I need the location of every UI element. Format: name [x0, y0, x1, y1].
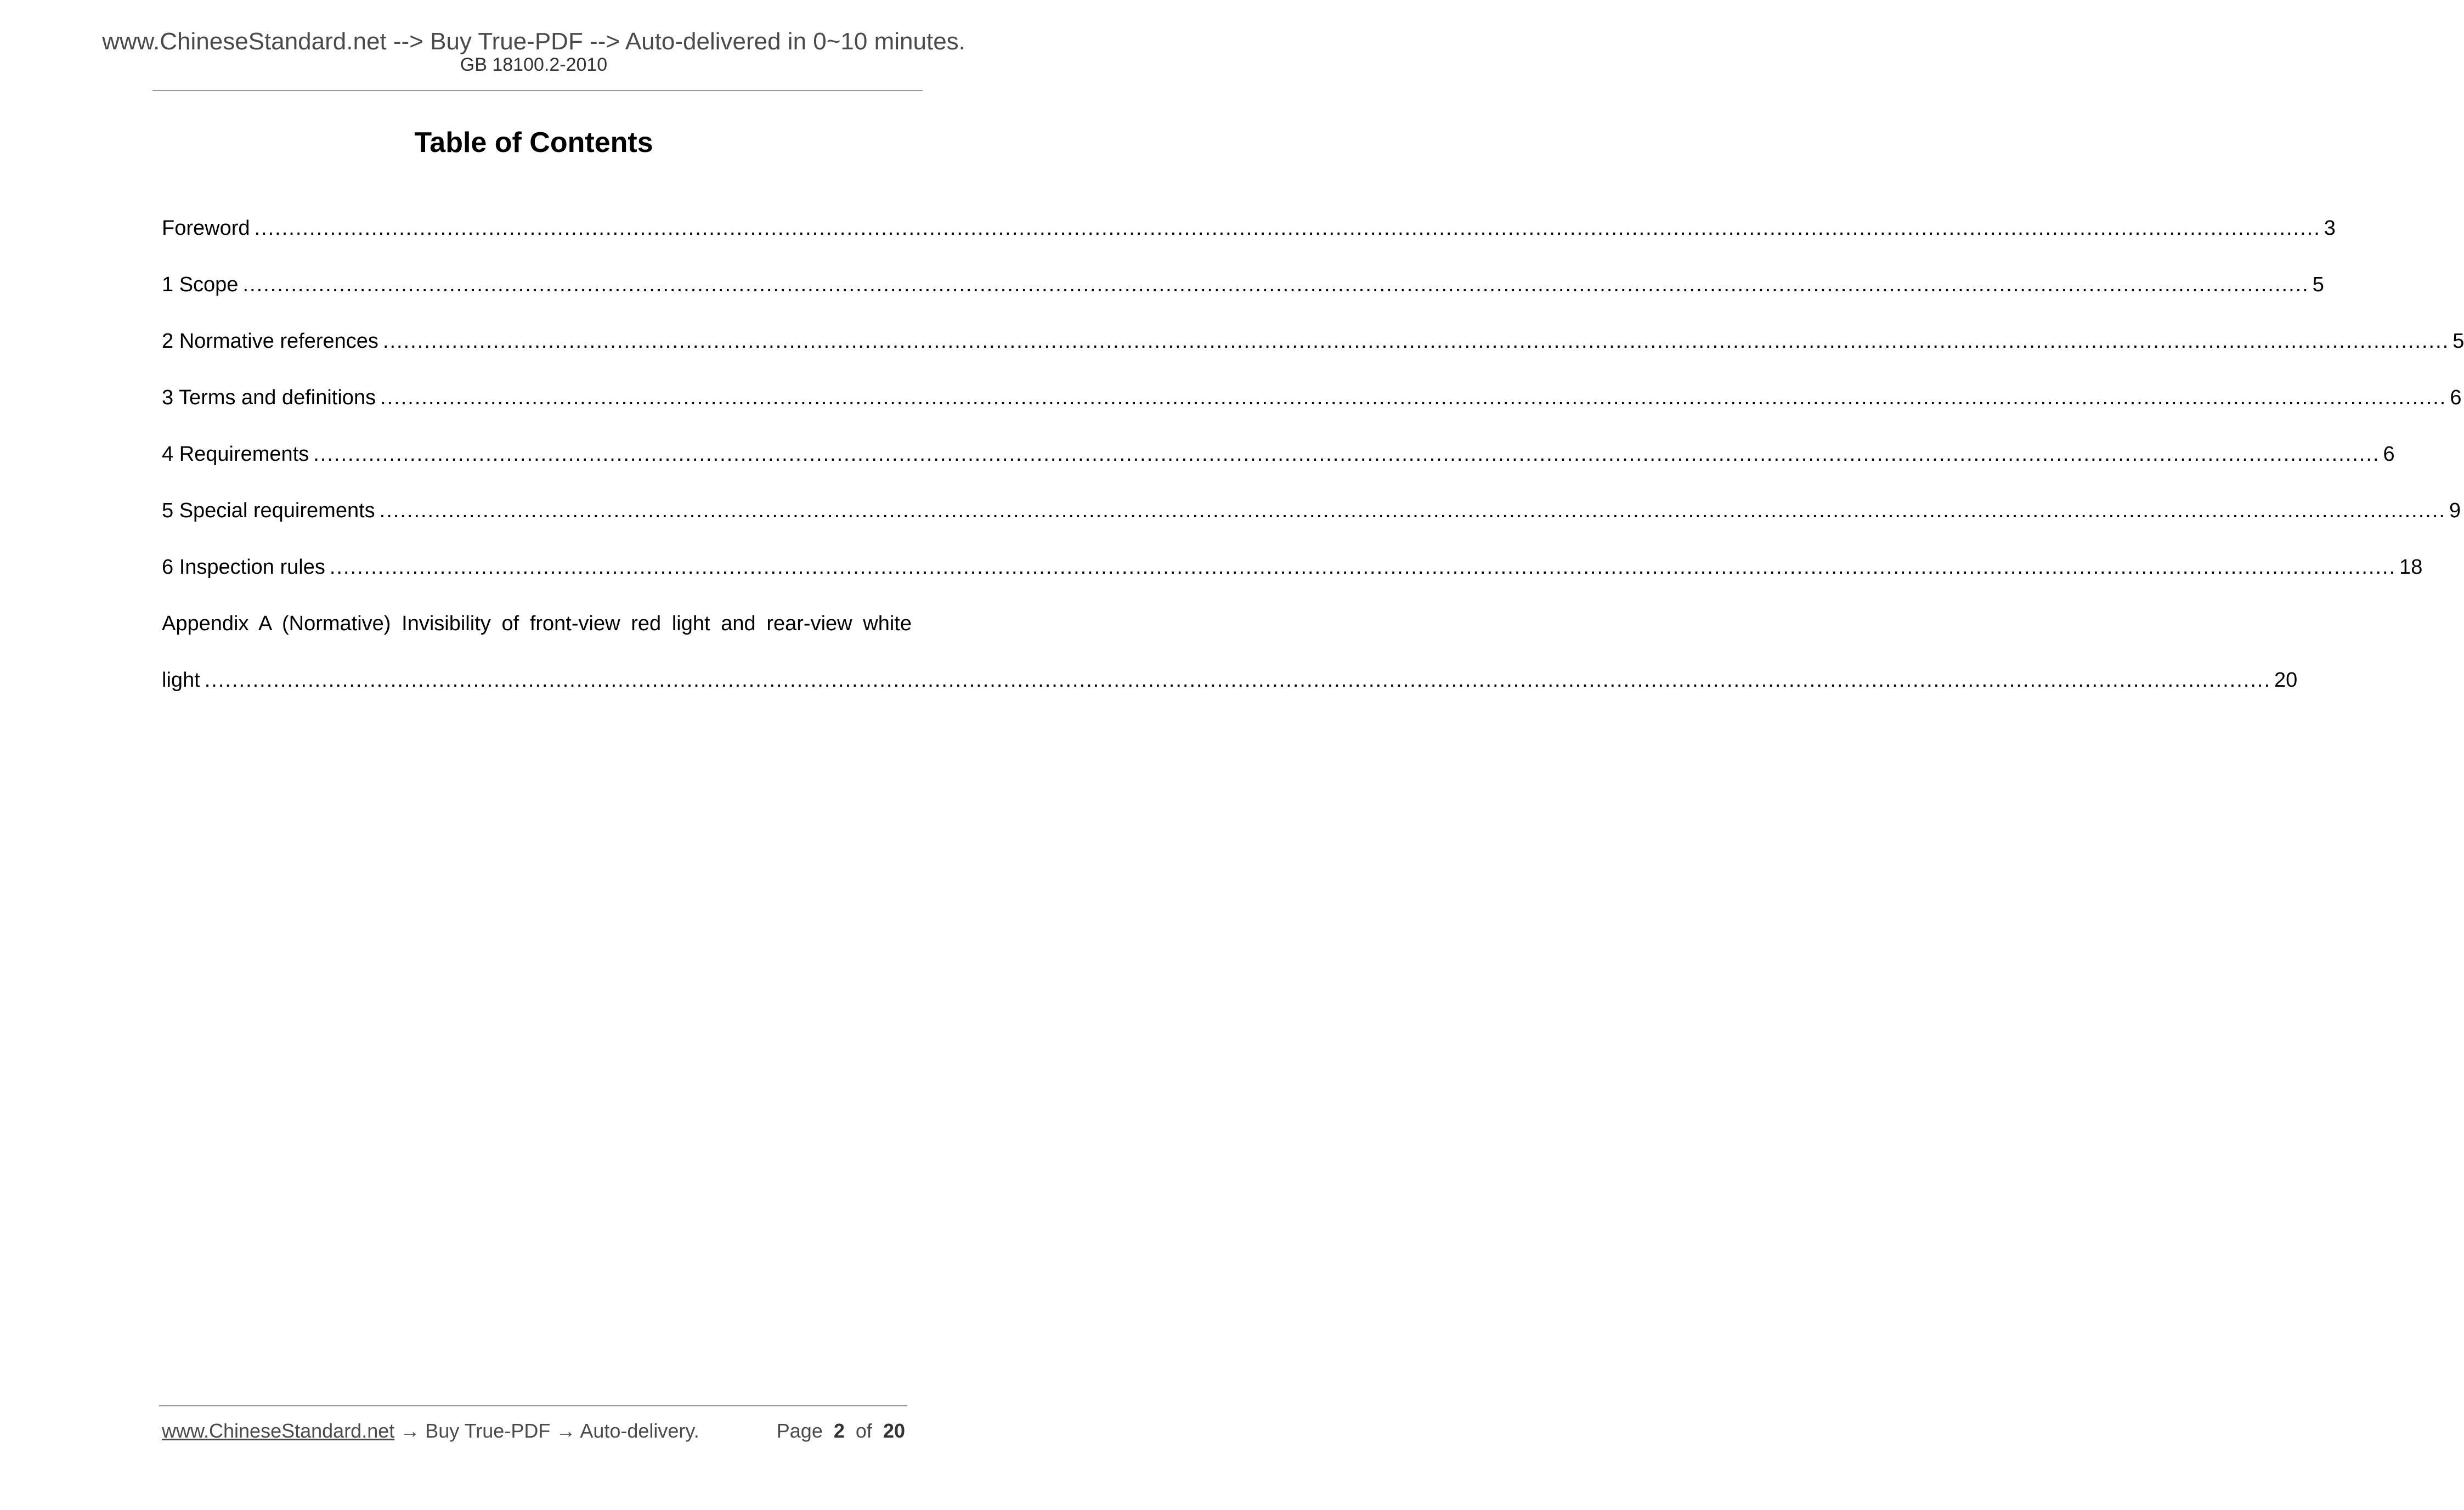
of-word: of: [855, 1419, 872, 1442]
header-banner: www.ChineseStandard.net --> Buy True-PDF --> Auto-delivered in 0~10 minutes.: [102, 28, 965, 55]
toc-entry-page: 6: [2450, 386, 2462, 409]
toc-leader-dots: ............................................................................................................................................................................................................................................................................................................: [242, 273, 2309, 296]
toc-entry-page: 18: [2399, 556, 2423, 579]
toc-entry-special-requirements[interactable]: [162, 493, 2461, 550]
toc-entry-label: 5 Special requirements: [162, 499, 375, 522]
total-pages-number: 20: [883, 1419, 905, 1442]
toc-entry-label: Foreword: [162, 217, 250, 240]
header-divider: [152, 90, 923, 91]
toc-entry-label: 6 Inspection rules: [162, 556, 325, 579]
toc-leader-dots: ............................................................................................................................................................................................................................................................................................................: [382, 330, 2450, 353]
toc-entry-label: 3 Terms and definitions: [162, 386, 376, 409]
toc-entry-page: 5: [2312, 273, 2324, 296]
toc-entry-page: 20: [2274, 669, 2298, 692]
toc-entry-appendix-a[interactable]: [162, 606, 2298, 719]
toc-entry-normative-references[interactable]: [162, 324, 2464, 380]
toc-leader-dots: ............................................................................................................................................................................................................................................................................................................: [204, 669, 2271, 692]
toc-entry-label: 4 Requirements: [162, 443, 309, 466]
toc-entry-inspection-rules[interactable]: [162, 550, 2423, 606]
toc-entry-page: 6: [2383, 443, 2395, 466]
toc-entry-label: light: [162, 669, 200, 692]
toc-leader-dots: ............................................................................................................................................................................................................................................................................................................: [380, 386, 2447, 409]
toc-leader-dots: ............................................................................................................................................................................................................................................................................................................: [254, 217, 2321, 240]
document-code: GB 18100.2-2010: [460, 54, 608, 75]
toc-entry-scope[interactable]: [162, 267, 2324, 324]
current-page-number: 2: [833, 1419, 845, 1442]
toc-entry-page: 3: [2324, 217, 2336, 240]
footer-promo-text: → Buy True-PDF → Auto-delivery.: [394, 1419, 699, 1442]
toc-entry-label: 2 Normative references: [162, 330, 378, 353]
table-of-contents: [162, 211, 2464, 719]
toc-leader-dots: ............................................................................................................................................................................................................................................................................................................: [329, 556, 2397, 579]
toc-entry-continuation: [162, 663, 2298, 719]
toc-entry-terms-definitions[interactable]: [162, 380, 2462, 437]
footer-site-link[interactable]: www.ChineseStandard.net: [162, 1419, 395, 1442]
toc-entry-label: 1 Scope: [162, 273, 239, 296]
toc-title: Table of Contents: [414, 127, 653, 159]
footer-divider: [159, 1405, 907, 1406]
toc-leader-dots: ............................................................................................................................................................................................................................................................................................................: [379, 499, 2446, 522]
toc-entry-requirements[interactable]: [162, 437, 2395, 493]
toc-entry-label: Appendix A (Normative) Invisibility of front-view red light and rear-view white: [162, 612, 912, 635]
toc-entry-foreword[interactable]: [162, 211, 2336, 267]
toc-entry-page: 9: [2449, 499, 2461, 522]
page-word: Page: [776, 1419, 823, 1442]
toc-leader-dots: ............................................................................................................................................................................................................................................................................................................: [313, 443, 2380, 466]
page-indicator: [777, 1419, 905, 1443]
toc-entry-page: 5: [2452, 330, 2464, 353]
footer-promo: [162, 1419, 699, 1443]
